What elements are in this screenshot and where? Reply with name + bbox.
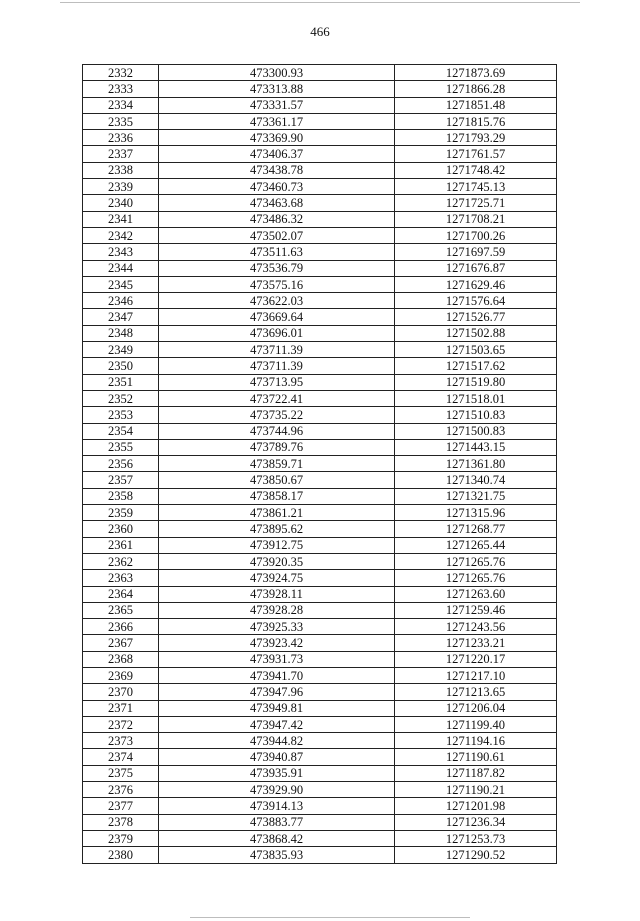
table-row xyxy=(83,798,557,814)
y-coordinate-cell: 1271815.76 xyxy=(395,113,557,129)
x-coordinate-cell: 473949.81 xyxy=(159,700,395,716)
x-coordinate-cell: 473929.90 xyxy=(159,782,395,798)
point-number-cell: 2342 xyxy=(83,227,159,243)
table-row xyxy=(83,488,557,504)
x-coordinate-cell: 473735.22 xyxy=(159,407,395,423)
point-number-cell: 2336 xyxy=(83,130,159,146)
point-number-cell: 2365 xyxy=(83,602,159,618)
table-row xyxy=(83,390,557,406)
point-number-cell: 2364 xyxy=(83,586,159,602)
x-coordinate-cell: 473895.62 xyxy=(159,521,395,537)
y-coordinate-cell: 1271761.57 xyxy=(395,146,557,162)
table-row xyxy=(83,244,557,260)
y-coordinate-cell: 1271502.88 xyxy=(395,325,557,341)
x-coordinate-cell: 473313.88 xyxy=(159,81,395,97)
table-row xyxy=(83,81,557,97)
x-coordinate-cell: 473850.67 xyxy=(159,472,395,488)
point-number-cell: 2333 xyxy=(83,81,159,97)
table-row xyxy=(83,716,557,732)
y-coordinate-cell: 1271265.76 xyxy=(395,570,557,586)
y-coordinate-cell: 1271194.16 xyxy=(395,733,557,749)
y-coordinate-cell: 1271187.82 xyxy=(395,765,557,781)
table-row xyxy=(83,733,557,749)
x-coordinate-cell: 473711.39 xyxy=(159,358,395,374)
point-number-cell: 2369 xyxy=(83,667,159,683)
table-row xyxy=(83,407,557,423)
x-coordinate-cell: 473947.42 xyxy=(159,716,395,732)
y-coordinate-cell: 1271700.26 xyxy=(395,227,557,243)
x-coordinate-cell: 473859.71 xyxy=(159,456,395,472)
x-coordinate-cell: 473789.76 xyxy=(159,439,395,455)
x-coordinate-cell: 473511.63 xyxy=(159,244,395,260)
y-coordinate-cell: 1271265.44 xyxy=(395,537,557,553)
y-coordinate-cell: 1271519.80 xyxy=(395,374,557,390)
y-coordinate-cell: 1271500.83 xyxy=(395,423,557,439)
table-row xyxy=(83,374,557,390)
table-row xyxy=(83,227,557,243)
point-number-cell: 2376 xyxy=(83,782,159,798)
point-number-cell: 2370 xyxy=(83,684,159,700)
point-number-cell: 2366 xyxy=(83,619,159,635)
bottom-scan-line xyxy=(190,917,470,918)
y-coordinate-cell: 1271321.75 xyxy=(395,488,557,504)
y-coordinate-cell: 1271263.60 xyxy=(395,586,557,602)
point-number-cell: 2337 xyxy=(83,146,159,162)
y-coordinate-cell: 1271236.34 xyxy=(395,814,557,830)
y-coordinate-cell: 1271526.77 xyxy=(395,309,557,325)
table-row xyxy=(83,521,557,537)
y-coordinate-cell: 1271199.40 xyxy=(395,716,557,732)
x-coordinate-cell: 473920.35 xyxy=(159,553,395,569)
point-number-cell: 2355 xyxy=(83,439,159,455)
table-row xyxy=(83,260,557,276)
table-row xyxy=(83,456,557,472)
table-row xyxy=(83,179,557,195)
point-number-cell: 2349 xyxy=(83,342,159,358)
x-coordinate-cell: 473935.91 xyxy=(159,765,395,781)
y-coordinate-cell: 1271748.42 xyxy=(395,162,557,178)
y-coordinate-cell: 1271220.17 xyxy=(395,651,557,667)
y-coordinate-cell: 1271259.46 xyxy=(395,602,557,618)
point-number-cell: 2345 xyxy=(83,276,159,292)
y-coordinate-cell: 1271206.04 xyxy=(395,700,557,716)
top-scan-line xyxy=(60,2,580,3)
y-coordinate-cell: 1271518.01 xyxy=(395,390,557,406)
point-number-cell: 2371 xyxy=(83,700,159,716)
table-row xyxy=(83,814,557,830)
point-number-cell: 2379 xyxy=(83,830,159,846)
table-row xyxy=(83,667,557,683)
x-coordinate-cell: 473923.42 xyxy=(159,635,395,651)
table-row xyxy=(83,130,557,146)
x-coordinate-cell: 473300.93 xyxy=(159,65,395,81)
y-coordinate-cell: 1271217.10 xyxy=(395,667,557,683)
point-number-cell: 2374 xyxy=(83,749,159,765)
x-coordinate-cell: 473924.75 xyxy=(159,570,395,586)
table-row xyxy=(83,472,557,488)
point-number-cell: 2332 xyxy=(83,65,159,81)
y-coordinate-cell: 1271697.59 xyxy=(395,244,557,260)
point-number-cell: 2373 xyxy=(83,733,159,749)
y-coordinate-cell: 1271510.83 xyxy=(395,407,557,423)
table-row xyxy=(83,423,557,439)
table-row xyxy=(83,619,557,635)
table-row xyxy=(83,651,557,667)
table-row xyxy=(83,765,557,781)
table-row xyxy=(83,65,557,81)
point-number-cell: 2343 xyxy=(83,244,159,260)
x-coordinate-cell: 473883.77 xyxy=(159,814,395,830)
point-number-cell: 2359 xyxy=(83,505,159,521)
table-row xyxy=(83,749,557,765)
x-coordinate-cell: 473331.57 xyxy=(159,97,395,113)
coordinates-table xyxy=(82,64,557,864)
point-number-cell: 2377 xyxy=(83,798,159,814)
x-coordinate-cell: 473940.87 xyxy=(159,749,395,765)
y-coordinate-cell: 1271517.62 xyxy=(395,358,557,374)
x-coordinate-cell: 473722.41 xyxy=(159,390,395,406)
y-coordinate-cell: 1271340.74 xyxy=(395,472,557,488)
table-row xyxy=(83,586,557,602)
y-coordinate-cell: 1271503.65 xyxy=(395,342,557,358)
x-coordinate-cell: 473361.17 xyxy=(159,113,395,129)
point-number-cell: 2367 xyxy=(83,635,159,651)
y-coordinate-cell: 1271676.87 xyxy=(395,260,557,276)
x-coordinate-cell: 473438.78 xyxy=(159,162,395,178)
x-coordinate-cell: 473868.42 xyxy=(159,830,395,846)
y-coordinate-cell: 1271725.71 xyxy=(395,195,557,211)
point-number-cell: 2338 xyxy=(83,162,159,178)
table-row xyxy=(83,635,557,651)
y-coordinate-cell: 1271866.28 xyxy=(395,81,557,97)
point-number-cell: 2335 xyxy=(83,113,159,129)
y-coordinate-cell: 1271443.15 xyxy=(395,439,557,455)
x-coordinate-cell: 473536.79 xyxy=(159,260,395,276)
point-number-cell: 2363 xyxy=(83,570,159,586)
point-number-cell: 2347 xyxy=(83,309,159,325)
x-coordinate-cell: 473925.33 xyxy=(159,619,395,635)
x-coordinate-cell: 473486.32 xyxy=(159,211,395,227)
table-row xyxy=(83,195,557,211)
x-coordinate-cell: 473502.07 xyxy=(159,227,395,243)
x-coordinate-cell: 473463.68 xyxy=(159,195,395,211)
x-coordinate-cell: 473669.64 xyxy=(159,309,395,325)
table-row xyxy=(83,570,557,586)
x-coordinate-cell: 473460.73 xyxy=(159,179,395,195)
y-coordinate-cell: 1271268.77 xyxy=(395,521,557,537)
x-coordinate-cell: 473947.96 xyxy=(159,684,395,700)
point-number-cell: 2350 xyxy=(83,358,159,374)
point-number-cell: 2380 xyxy=(83,847,159,863)
point-number-cell: 2346 xyxy=(83,293,159,309)
point-number-cell: 2348 xyxy=(83,325,159,341)
point-number-cell: 2375 xyxy=(83,765,159,781)
table-row xyxy=(83,553,557,569)
point-number-cell: 2340 xyxy=(83,195,159,211)
y-coordinate-cell: 1271873.69 xyxy=(395,65,557,81)
x-coordinate-cell: 473912.75 xyxy=(159,537,395,553)
point-number-cell: 2351 xyxy=(83,374,159,390)
x-coordinate-cell: 473744.96 xyxy=(159,423,395,439)
y-coordinate-cell: 1271253.73 xyxy=(395,830,557,846)
table-row xyxy=(83,830,557,846)
y-coordinate-cell: 1271576.64 xyxy=(395,293,557,309)
x-coordinate-cell: 473928.11 xyxy=(159,586,395,602)
coordinates-table-body xyxy=(83,65,557,864)
x-coordinate-cell: 473406.37 xyxy=(159,146,395,162)
point-number-cell: 2372 xyxy=(83,716,159,732)
x-coordinate-cell: 473928.28 xyxy=(159,602,395,618)
table-row xyxy=(83,782,557,798)
y-coordinate-cell: 1271213.65 xyxy=(395,684,557,700)
page-number: 466 xyxy=(310,24,330,39)
point-number-cell: 2361 xyxy=(83,537,159,553)
table-row xyxy=(83,537,557,553)
x-coordinate-cell: 473914.13 xyxy=(159,798,395,814)
point-number-cell: 2362 xyxy=(83,553,159,569)
table-row xyxy=(83,847,557,863)
table-row xyxy=(83,602,557,618)
x-coordinate-cell: 473941.70 xyxy=(159,667,395,683)
point-number-cell: 2352 xyxy=(83,390,159,406)
x-coordinate-cell: 473622.03 xyxy=(159,293,395,309)
table-row xyxy=(83,505,557,521)
x-coordinate-cell: 473696.01 xyxy=(159,325,395,341)
x-coordinate-cell: 473835.93 xyxy=(159,847,395,863)
y-coordinate-cell: 1271629.46 xyxy=(395,276,557,292)
y-coordinate-cell: 1271201.98 xyxy=(395,798,557,814)
x-coordinate-cell: 473711.39 xyxy=(159,342,395,358)
x-coordinate-cell: 473861.21 xyxy=(159,505,395,521)
x-coordinate-cell: 473713.95 xyxy=(159,374,395,390)
x-coordinate-cell: 473944.82 xyxy=(159,733,395,749)
point-number-cell: 2354 xyxy=(83,423,159,439)
y-coordinate-cell: 1271290.52 xyxy=(395,847,557,863)
point-number-cell: 2344 xyxy=(83,260,159,276)
table-row xyxy=(83,439,557,455)
y-coordinate-cell: 1271361.80 xyxy=(395,456,557,472)
point-number-cell: 2357 xyxy=(83,472,159,488)
x-coordinate-cell: 473931.73 xyxy=(159,651,395,667)
x-coordinate-cell: 473858.17 xyxy=(159,488,395,504)
table-row xyxy=(83,162,557,178)
point-number-cell: 2341 xyxy=(83,211,159,227)
y-coordinate-cell: 1271233.21 xyxy=(395,635,557,651)
table-row xyxy=(83,113,557,129)
table-row xyxy=(83,325,557,341)
x-coordinate-cell: 473369.90 xyxy=(159,130,395,146)
table-row xyxy=(83,276,557,292)
table-row xyxy=(83,358,557,374)
y-coordinate-cell: 1271190.21 xyxy=(395,782,557,798)
y-coordinate-cell: 1271190.61 xyxy=(395,749,557,765)
point-number-cell: 2360 xyxy=(83,521,159,537)
table-row xyxy=(83,146,557,162)
table-row xyxy=(83,684,557,700)
point-number-cell: 2353 xyxy=(83,407,159,423)
point-number-cell: 2334 xyxy=(83,97,159,113)
y-coordinate-cell: 1271265.76 xyxy=(395,553,557,569)
point-number-cell: 2368 xyxy=(83,651,159,667)
table-row xyxy=(83,97,557,113)
y-coordinate-cell: 1271243.56 xyxy=(395,619,557,635)
point-number-cell: 2339 xyxy=(83,179,159,195)
table-row xyxy=(83,700,557,716)
y-coordinate-cell: 1271708.21 xyxy=(395,211,557,227)
y-coordinate-cell: 1271315.96 xyxy=(395,505,557,521)
point-number-cell: 2378 xyxy=(83,814,159,830)
y-coordinate-cell: 1271793.29 xyxy=(395,130,557,146)
table-row xyxy=(83,293,557,309)
table-row xyxy=(83,211,557,227)
y-coordinate-cell: 1271851.48 xyxy=(395,97,557,113)
y-coordinate-cell: 1271745.13 xyxy=(395,179,557,195)
x-coordinate-cell: 473575.16 xyxy=(159,276,395,292)
table-row xyxy=(83,342,557,358)
point-number-cell: 2358 xyxy=(83,488,159,504)
point-number-cell: 2356 xyxy=(83,456,159,472)
table-row xyxy=(83,309,557,325)
